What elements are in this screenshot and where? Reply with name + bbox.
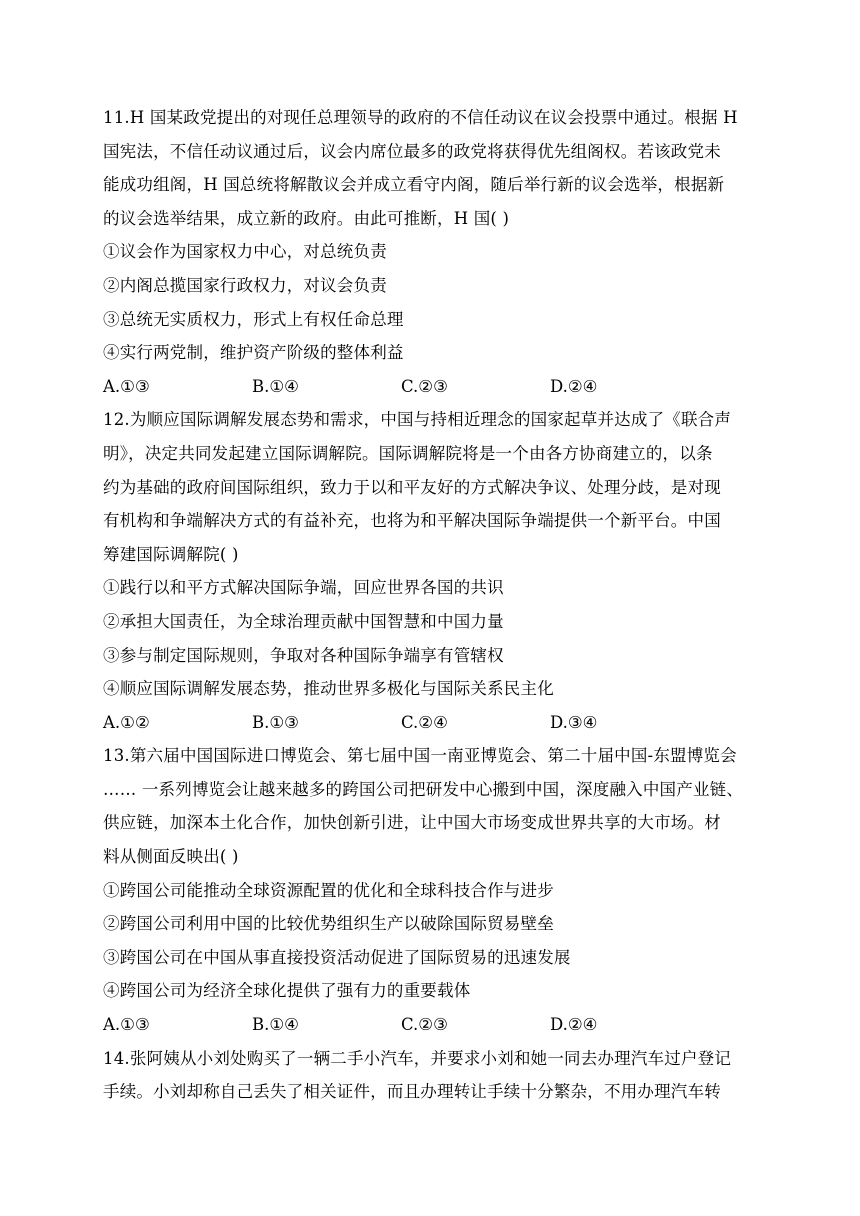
option-c: C.②③ <box>401 376 448 396</box>
question-stem-line: 的议会选举结果，成立新的政府。由此可推断，H 国( ) <box>103 208 510 228</box>
option-a: A.①② <box>103 712 150 732</box>
option-b: B.①④ <box>252 1015 299 1035</box>
statement-1: ①议会作为国家权力中心，对总统负责 <box>103 242 387 262</box>
question-13 <box>103 739 753 1041</box>
question-stem-line: 11.H 国某政党提出的对现任总理领导的政府的不信任动议在议会投票中通过。根据 H <box>103 108 738 127</box>
statement-1: ①跨国公司能推动全球资源配置的优化和全球科技合作与进步 <box>103 880 554 900</box>
statement-3: ③总统无实质权力，形式上有权任命总理 <box>103 309 404 329</box>
question-stem-line: 手续。小刘却称自己丢失了相关证件，而且办理转让手续十分繁杂，不用办理汽车转 <box>103 1082 721 1102</box>
answer-options <box>103 1008 753 1042</box>
option-c: C.②④ <box>401 712 448 732</box>
document-page <box>103 101 753 1109</box>
question-stem-line: 料从侧面反映出( ) <box>103 847 239 867</box>
statement-1: ①践行以和平方式解决国际争端，回应世界各国的共识 <box>103 578 504 598</box>
statement-4: ④实行两党制，维护资产阶级的整体利益 <box>103 343 404 363</box>
statement-2: ②内阁总揽国家行政权力，对议会负责 <box>103 275 387 295</box>
question-stem-line: 筹建国际调解院( ) <box>103 544 239 564</box>
option-d: D.②④ <box>550 376 598 396</box>
question-stem-line: 13.第六届中国国际进口博览会、第七届中国一南亚博览会、第二十届中国-东盟博览会 <box>103 746 737 766</box>
question-stem-line: 国宪法，不信任动议通过后，议会内席位最多的政党将获得优先组阁权。若该政党未 <box>103 141 721 161</box>
question-stem-line: 明》，决定共同发起建立国际调解院。国际调解院将是一个由各方协商建立的，以条 <box>103 443 713 463</box>
question-14 <box>103 1042 753 1109</box>
statement-2: ②跨国公司利用中国的比较优势组织生产以破除国际贸易壁垒 <box>103 914 554 934</box>
statement-4: ④跨国公司为经济全球化提供了强有力的重要载体 <box>103 981 471 1001</box>
statement-3: ③跨国公司在中国从事直接投资活动促进了国际贸易的迅速发展 <box>103 947 571 967</box>
option-b: B.①③ <box>252 712 299 732</box>
answer-options <box>103 370 753 404</box>
answer-options <box>103 706 753 740</box>
question-11 <box>103 101 753 403</box>
statement-3: ③参与制定国际规则，争取对各种国际争端享有管辖权 <box>103 645 504 665</box>
option-d: D.③④ <box>550 712 598 732</box>
question-12 <box>103 403 753 739</box>
statement-2: ②承担大国责任，为全球治理贡献中国智慧和中国力量 <box>103 611 504 631</box>
question-stem-line: 有机构和争端解决方式的有益补充，也将为和平解决国际争端提供一个新平台。中国 <box>103 511 721 531</box>
option-a: A.①③ <box>103 1015 150 1035</box>
option-c: C.②③ <box>401 1015 448 1035</box>
option-b: B.①④ <box>252 376 299 396</box>
question-stem-line: 能成功组阁，H 国总统将解散议会并成立看守内阁，随后举行新的议会选举，根据新 <box>103 175 725 195</box>
option-a: A.①③ <box>103 376 150 396</box>
option-d: D.②④ <box>550 1015 598 1035</box>
question-stem-line: …… 一系列博览会让越来越多的跨国公司把研发中心搬到中国，深度融入中国产业链、 <box>103 779 744 799</box>
question-stem-line: 14.张阿姨从小刘处购买了一辆二手小汽车，并要求小刘和她一同去办理汽车过户登记 <box>103 1048 732 1068</box>
question-stem-line: 供应链，加深本土化合作，加快创新引进，让中国大市场变成世界共享的大市场。材 <box>103 813 721 833</box>
statement-4: ④顺应国际调解发展态势，推动世界多极化与国际关系民主化 <box>103 679 554 699</box>
question-stem-line: 约为基础的政府间国际组织，致力于以和平友好的方式解决争议、处理分歧，是对现 <box>103 477 721 497</box>
question-stem-line: 12.为顺应国际调解发展态势和需求，中国与持相近理念的国家起草并达成了《联合声 <box>103 410 732 430</box>
